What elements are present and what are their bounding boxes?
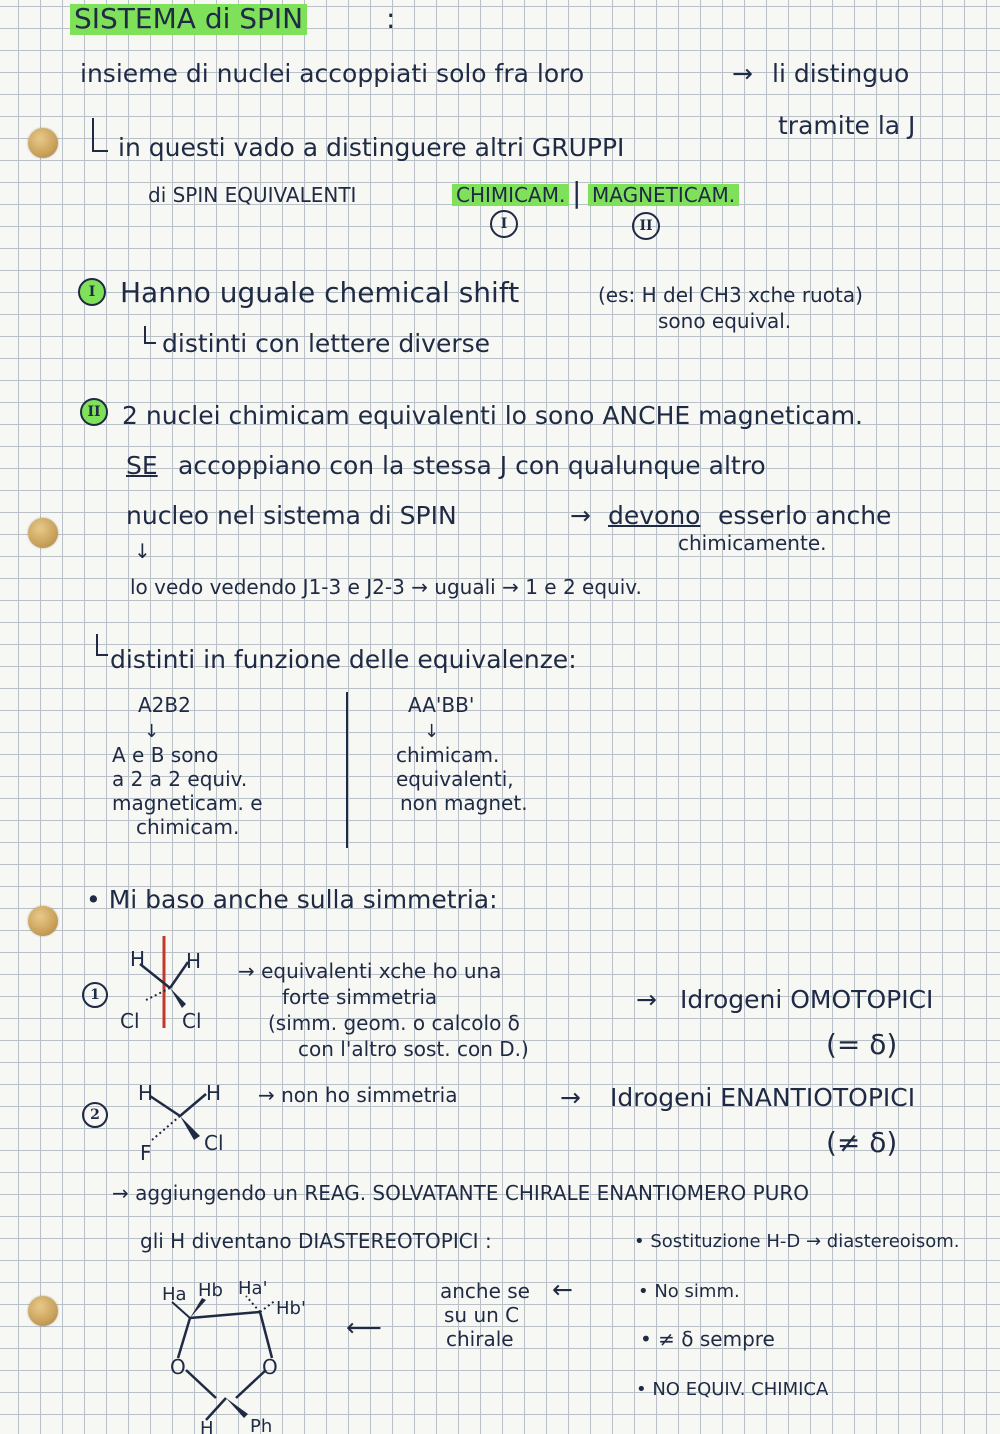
- atom-ha: Ha: [162, 1284, 187, 1305]
- left-line-3: magneticam. e: [112, 791, 263, 815]
- point-1-example: (es: H del CH3 xche ruota): [598, 283, 863, 307]
- right-line-1: chimicam.: [396, 743, 500, 767]
- atom-h-left: H: [138, 1081, 154, 1105]
- bracket-foot: [144, 342, 156, 344]
- point-2-line-2: accoppiano con la stessa J con qualunque altro: [178, 451, 766, 480]
- atom-cl-left: Cl: [120, 1009, 140, 1033]
- binder-hole: [28, 906, 58, 936]
- binder-hole: [28, 128, 58, 158]
- atom-h-right: H: [206, 1081, 222, 1105]
- atom-cl: Cl: [204, 1131, 224, 1155]
- example-2-result: Idrogeni ENANTIOTOPICI: [610, 1083, 916, 1112]
- atom-h-right: H: [186, 949, 202, 973]
- atom-ha-prime: Ha': [238, 1278, 268, 1299]
- note-line-1: anche se: [440, 1279, 530, 1303]
- atom-h-bottom: H: [200, 1418, 214, 1434]
- intro-line-1: insieme di nuclei accoppiati solo fra loro: [80, 59, 585, 88]
- left-line-1: A e B sono: [112, 743, 219, 767]
- separator: |: [572, 176, 582, 209]
- binder-hole: [28, 518, 58, 548]
- atom-hb: Hb: [198, 1280, 223, 1301]
- roman-marker-1: I: [490, 210, 518, 238]
- molecule-3-drawing: [150, 1278, 340, 1434]
- example-3-line-1: → aggiungendo un REAG. SOLVATANTE CHIRALE ENANTIOMERO PURO: [112, 1181, 809, 1205]
- note-line-2: su un C: [444, 1303, 520, 1327]
- point-2-down-arrow: ↓: [134, 539, 151, 563]
- point-2-line-5: lo vedo vedendo J1-3 e J2-3 → uguali → 1 e 2 equiv.: [130, 575, 642, 599]
- example-2-line-1: → non ho simmetria: [258, 1083, 458, 1107]
- intro-right-2: tramite la J: [778, 111, 916, 140]
- bracket-foot: [92, 150, 108, 152]
- left-line-4: chimicam.: [136, 815, 240, 839]
- right-line-2: equivalenti,: [396, 767, 514, 791]
- point-1-example-2: sono equival.: [658, 309, 792, 333]
- right-head: AA'BB': [408, 693, 475, 717]
- point-2-line-3a: nucleo nel sistema di SPIN: [126, 501, 457, 530]
- example-1-line-1: → equivalenti xche ho una: [238, 959, 502, 983]
- example-1-delta: (= δ): [826, 1028, 898, 1061]
- bullet-3: • ≠ δ sempre: [640, 1327, 775, 1351]
- point-2-line-1: 2 nuclei chimicam equivalenti lo sono ANCHE magneticam.: [122, 401, 864, 430]
- bracket-line: [92, 118, 94, 152]
- intro-arrow: →: [732, 59, 753, 88]
- roman-marker-2: II: [632, 212, 660, 240]
- atom-o-right: O: [262, 1355, 278, 1379]
- example-1-line-3: (simm. geom. o calcolo δ: [268, 1011, 520, 1035]
- left-line-2: a 2 a 2 equiv.: [112, 767, 248, 791]
- example-1-arrow: →: [636, 985, 657, 1014]
- atom-h-left: H: [130, 947, 146, 971]
- bracket-foot: [96, 654, 108, 656]
- right-arrow: ↓: [424, 721, 440, 742]
- atom-f: F: [140, 1141, 152, 1165]
- intro-line-3: di SPIN EQUIVALENTI: [148, 183, 357, 207]
- binder-hole: [28, 1296, 58, 1326]
- molecule-2-drawing: [130, 1078, 240, 1168]
- bullet-2: • No simm.: [638, 1281, 740, 1302]
- example-1-marker: 1: [82, 982, 108, 1008]
- point-1-sub: distinti con lettere diverse: [162, 329, 491, 358]
- bracket-line: [96, 634, 98, 656]
- title-colon: :: [386, 2, 396, 35]
- atom-cl-right: Cl: [182, 1009, 202, 1033]
- point-1-text: Hanno uguale chemical shift: [120, 276, 520, 309]
- point-2-arrow: →: [570, 501, 591, 530]
- example-3-line-2: gli H diventano DIASTEREOTOPICI :: [140, 1229, 492, 1253]
- column-divider: [346, 692, 348, 848]
- point-2-se: SE: [126, 451, 158, 480]
- chem-highlight: CHIMICAM.: [452, 184, 569, 206]
- left-arrow: ↓: [144, 721, 160, 742]
- atom-ph: Ph: [250, 1416, 273, 1434]
- point-1-marker: I: [78, 278, 106, 306]
- intro-right-1: li distinguo: [772, 59, 910, 88]
- ring-arrow: ⟵: [346, 1313, 382, 1342]
- atom-o-left: O: [170, 1355, 186, 1379]
- example-2-delta: (≠ δ): [826, 1126, 898, 1159]
- example-1-result: Idrogeni OMOTOPICI: [680, 985, 934, 1014]
- magn-highlight: MAGNETICAM.: [588, 184, 739, 206]
- example-2-marker: 2: [82, 1102, 108, 1128]
- right-line-3: non magnet.: [400, 791, 528, 815]
- point-2-devono: devono: [608, 501, 701, 530]
- point-2-line-4: chimicamente.: [678, 531, 827, 555]
- note-line-3: chirale: [446, 1327, 514, 1351]
- point-2-line-3b: esserlo anche: [718, 501, 892, 530]
- example-1-line-2: forte simmetria: [282, 985, 438, 1009]
- bullet-1: • Sostituzione H-D → diastereoisom.: [634, 1231, 960, 1252]
- atom-hb-prime: Hb': [276, 1298, 306, 1319]
- distinct-title: distinti in funzione delle equivalenze:: [110, 645, 577, 674]
- left-head: A2B2: [138, 693, 191, 717]
- note-arrow: ←: [552, 1275, 573, 1304]
- example-2-arrow: →: [560, 1083, 581, 1112]
- molecule-1-drawing: [112, 936, 222, 1036]
- intro-line-2: in questi vado a distinguere altri GRUPPI: [118, 133, 625, 162]
- page-title: SISTEMA di SPIN: [70, 4, 307, 35]
- example-1-line-4: con l'altro sost. con D.): [298, 1037, 529, 1061]
- point-2-marker: II: [80, 398, 108, 426]
- symmetry-title: • Mi baso anche sulla simmetria:: [86, 885, 498, 914]
- bullet-4: • NO EQUIV. CHIMICA: [636, 1379, 829, 1400]
